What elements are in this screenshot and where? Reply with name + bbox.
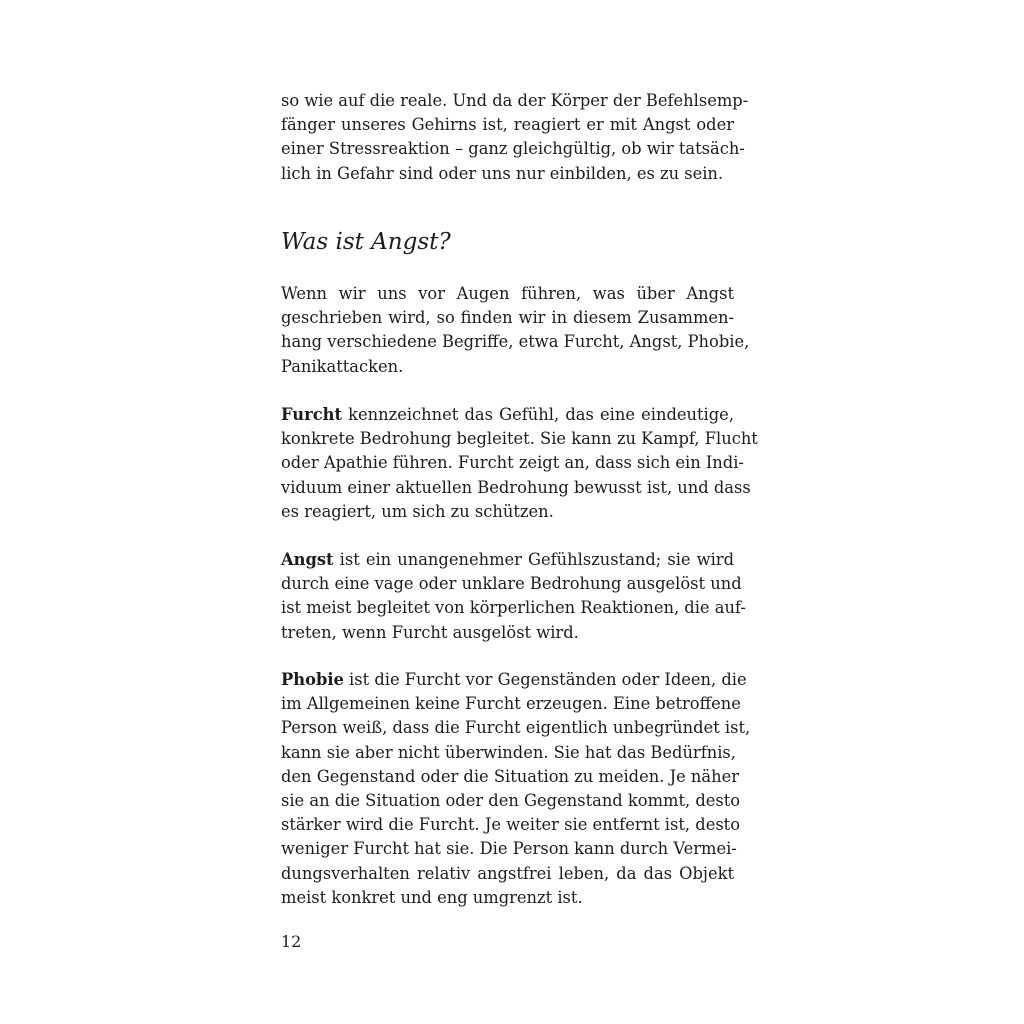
text-line: den Gegenstand oder die Situation zu meiden. Je näher bbox=[281, 766, 740, 786]
term-phobie: Phobie bbox=[281, 670, 344, 689]
text-line: meist konkret und eng umgrenzt ist. bbox=[281, 887, 583, 907]
text-line: treten, wenn Furcht ausgelöst wird. bbox=[281, 622, 579, 642]
paragraph-continuation bbox=[281, 89, 749, 186]
text-line: oder Apathie führen. Furcht zeigt an, dass sich ein Indi- bbox=[281, 453, 744, 473]
term-angst: Angst bbox=[281, 550, 334, 569]
text-line: einer Stressreaktion – ganz gleichgültig, ob wir tatsäch- bbox=[281, 139, 745, 159]
text-line: so wie auf die reale. Und da der Körper der Befehlsemp- bbox=[281, 91, 749, 110]
paragraph-phobie bbox=[281, 668, 751, 910]
book-page bbox=[281, 89, 758, 907]
text-fragment: ist ein unangenehmer Gefühlszustand; sie wird bbox=[333, 550, 734, 569]
text-line: viduum einer aktuellen Bedrohung bewusst ist, und dass bbox=[281, 477, 751, 497]
text-line: konkrete Bedrohung begleitet. Sie kann zu Kampf, Flucht bbox=[281, 429, 758, 449]
text-line bbox=[281, 548, 734, 572]
text-line: kann sie aber nicht überwinden. Sie hat das Bedürfnis, bbox=[281, 742, 736, 762]
text-line: lich in Gefahr sind oder uns nur einbilden, es zu sein. bbox=[281, 163, 724, 183]
text-line: Wenn wir uns vor Augen führen, was über Angst bbox=[281, 284, 734, 303]
text-line: geschrieben wird, so finden wir in diesem Zusammen- bbox=[281, 308, 734, 328]
text-line: Panikattacken. bbox=[281, 356, 404, 376]
text-line: durch eine vage oder unklare Bedrohung ausgelöst und bbox=[281, 574, 742, 594]
term-furcht: Furcht bbox=[281, 405, 342, 424]
text-line: fänger unseres Gehirns ist, reagiert er mit Angst oder bbox=[281, 115, 734, 135]
text-line: ist meist begleitet von körperlichen Reaktionen, die auf- bbox=[281, 598, 746, 618]
paragraph-intro bbox=[281, 282, 750, 379]
text-line: im Allgemeinen keine Furcht erzeugen. Eine betroffene bbox=[281, 694, 741, 714]
section-heading: Was ist Angst? bbox=[281, 229, 451, 255]
text-fragment: kennzeichnet das Gefühl, das eine eindeutige, bbox=[341, 405, 734, 424]
text-line: stärker wird die Furcht. Je weiter sie entfernt ist, desto bbox=[281, 815, 741, 835]
text-line bbox=[281, 668, 747, 692]
text-line: dungsverhalten relativ angstfrei leben, da das Objekt bbox=[281, 863, 734, 883]
text-line: hang verschiedene Begriffe, etwa Furcht, Angst, Phobie, bbox=[281, 332, 750, 352]
paragraph-furcht bbox=[281, 403, 758, 524]
text-line: weniger Furcht hat sie. Die Person kann durch Vermei- bbox=[281, 839, 737, 859]
paragraph-angst bbox=[281, 548, 746, 645]
text-line bbox=[281, 403, 734, 427]
text-line: sie an die Situation oder den Gegenstand kommt, desto bbox=[281, 791, 741, 811]
page-number: 12 bbox=[281, 932, 302, 951]
text-line: es reagiert, um sich zu schützen. bbox=[281, 501, 554, 521]
text-line: Person weiß, dass die Furcht eigentlich unbegründet ist, bbox=[281, 718, 751, 738]
text-fragment: ist die Furcht vor Gegenständen oder Ideen, die bbox=[343, 670, 747, 689]
